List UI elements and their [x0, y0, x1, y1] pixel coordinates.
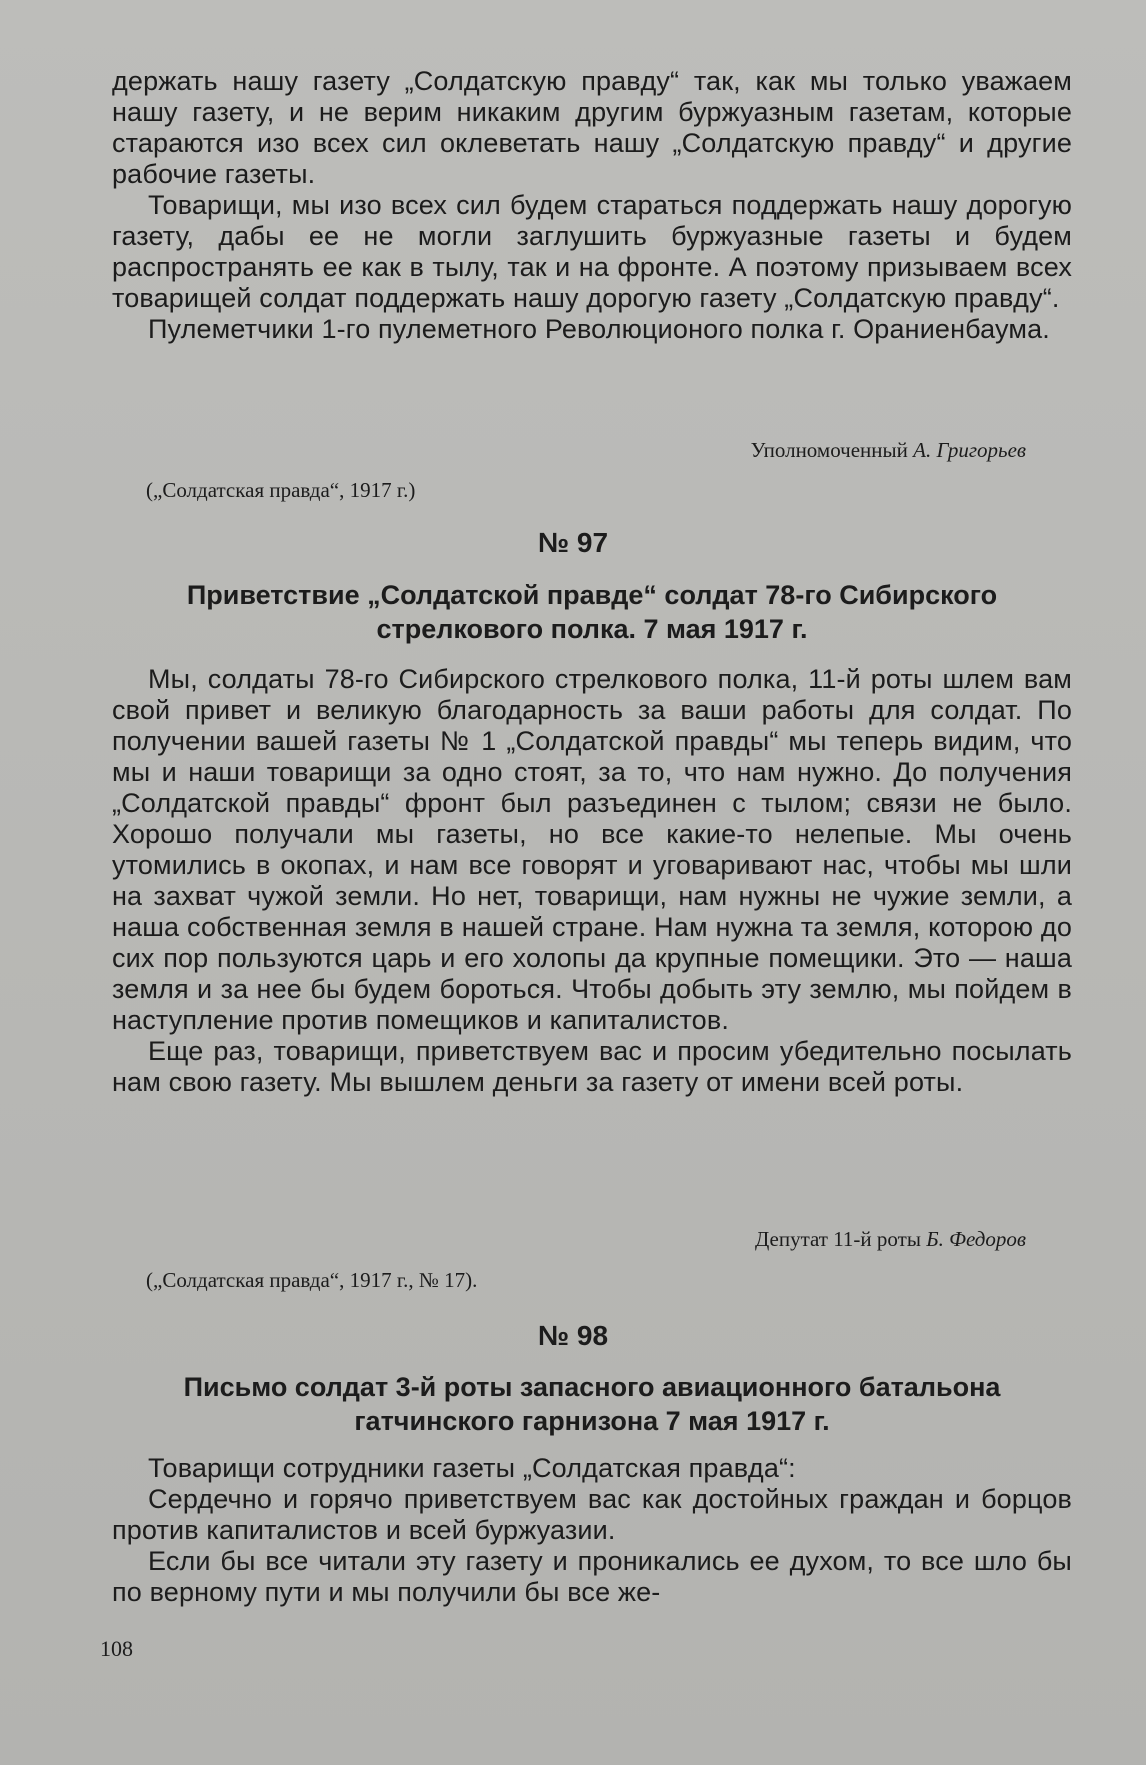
- doc97-heading: Приветствие „Солдатской правде“ солдат 78-го Сибирского стрелкового полка. 7 мая 1917 г.: [186, 580, 998, 644]
- section1-source: („Солдатская правда“, 1917 г.): [146, 478, 416, 502]
- doc98-number: № 98: [537, 1320, 609, 1351]
- doc98-paragraph-1: Товарищи сотрудники газеты „Солдатская правда“:: [148, 1453, 796, 1483]
- doc97-signature-name: Б. Федоров: [926, 1227, 1026, 1251]
- doc98-heading: Письмо солдат 3-й роты запасного авиационного батальона гатчинского гарнизона 7 мая 1917 г.: [183, 1372, 1001, 1436]
- doc97-source: („Солдатская правда“, 1917 г., № 17).: [146, 1268, 478, 1292]
- doc97-paragraph-2: Еще раз, товарищи, приветствуем вас и просим убедительно посылать нам свою газету. Мы вышлем деньги за газету от имени всей роты.: [112, 1036, 1072, 1097]
- section1-paragraph-3: Пулеметчики 1-го пулеметного Революционого полка г. Ораниенбаума.: [148, 314, 1050, 344]
- page-number: 108: [100, 1636, 133, 1661]
- doc97-signature: [755, 1227, 1026, 1252]
- doc97-paragraph-1: Мы, солдаты 78-го Сибирского стрелкового полка, 11-й роты шлем вам свой привет и великую благодарность за ваши работы для солдат. По получении вашей газеты № 1 „Солдатской правды“ мы теперь видим, что мы и наши товарищи за одно стоят, за то, что нам нужно. До получения „Солдатской правды“ фронт был разъединен с тылом; связи не было. Хорошо получали мы газеты, но все какие-то нелепые. Мы очень утомились в окопах, и нам все говорят и уговаривают нас, чтобы мы шли на захват чужой земли. Но нет, товарищи, нам нужны не чужие земли, а наша собственная земля в нашей стране. Нам нужна та земля, которою до сих пор пользуются царь и его холопы да крупные помещики. Это — наша земля и за нее бы будем бороться. Чтобы добыть эту землю, мы пойдем в наступление против помещиков и капиталистов.: [112, 664, 1072, 1035]
- doc97-signature-role: Депутат 11-й роты: [754, 1227, 921, 1251]
- section1-signature-role: Уполномоченный: [750, 438, 908, 462]
- doc98-paragraph-3: Если бы все читали эту газету и проникались ее духом, то все шло бы по верному пути и мы получили бы все же-: [112, 1546, 1072, 1607]
- section1-paragraph-1: держать нашу газету „Солдатскую правду“ так, как мы только уважаем нашу газету, и не верим никаким другим буржуазным газетам, которые стараются изо всех сил оклеветать нашу „Солдатскую правду“ и другие рабочие газеты.: [112, 66, 1072, 189]
- doc98-body: [112, 1453, 1072, 1608]
- section1-signature: [751, 438, 1026, 463]
- section1-paragraph-2: Товарищи, мы изо всех сил будем стараться поддержать нашу дорогую газету, дабы ее не могли заглушить буржуазные газеты и будем распространять ее как в тылу, так и на фронте. А поэтому призываем всех товарищей солдат поддержать нашу дорогую газету „Солдатскую правду“.: [112, 190, 1072, 313]
- doc97-number: № 97: [537, 527, 609, 558]
- doc97-body: [112, 664, 1072, 1098]
- section1-body: [112, 66, 1072, 345]
- doc98-paragraph-2: Сердечно и горячо приветствуем вас как достойных граждан и борцов против капиталистов и всей буржуазии.: [112, 1484, 1072, 1545]
- section1-signature-name: А. Григорьев: [913, 438, 1026, 462]
